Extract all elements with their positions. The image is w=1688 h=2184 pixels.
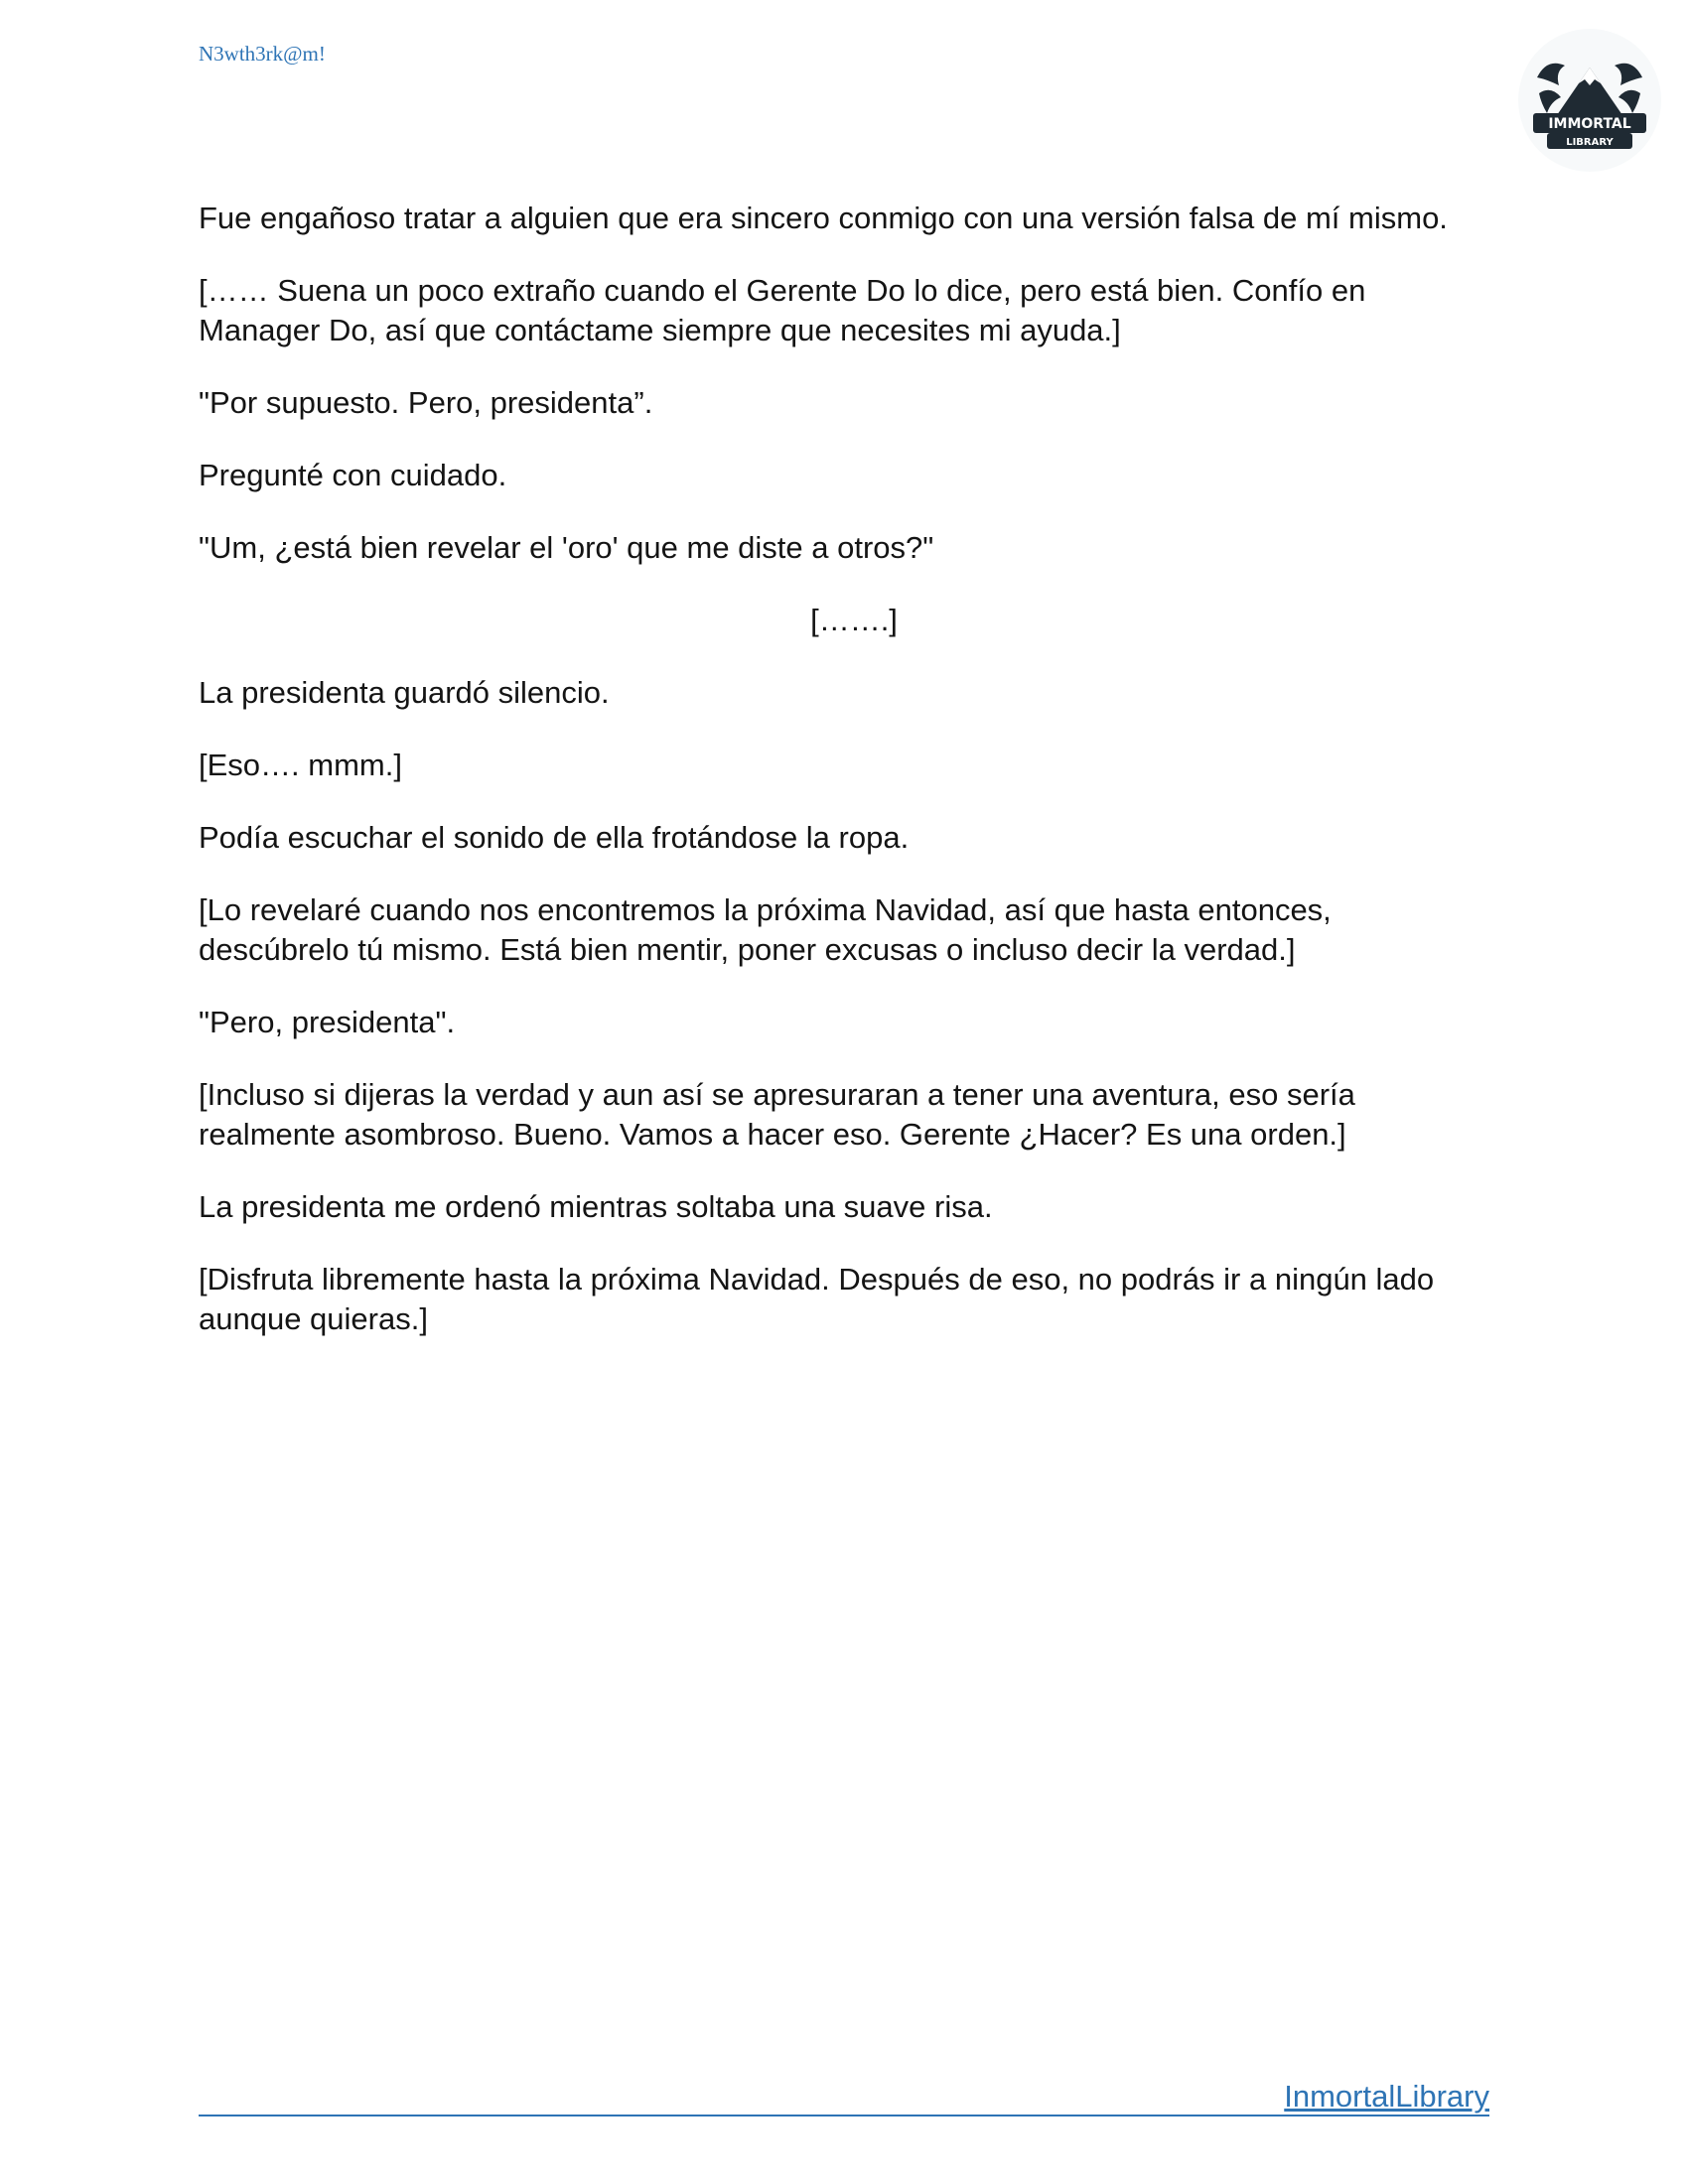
paragraph: La presidenta me ordenó mientras soltaba una suave risa.: [199, 1189, 993, 1224]
paragraph: […… Suena un poco extraño cuando el Gerente Do lo dice, pero está bien. Confío en Manager Do, así que contáctame siempre que necesites mi ayuda.]: [199, 273, 1366, 347]
paragraph: "Por supuesto. Pero, presidenta”.: [199, 385, 653, 420]
header-tag: N3wth3rk@m!: [199, 42, 326, 66]
document-body: [199, 199, 1489, 1372]
footer-divider: [199, 2115, 1489, 2116]
paragraph: Fue engañoso tratar a alguien que era sincero conmigo con una versión falsa de mí mismo.: [199, 201, 1448, 235]
paragraph: [Disfruta libremente hasta la próxima Navidad. Después de eso, no podrás ir a ningún lado aunque quieras.]: [199, 1262, 1435, 1336]
paragraph: [Lo revelaré cuando nos encontremos la próxima Navidad, así que hasta entonces, descúbrelo tú mismo. Está bien mentir, poner excusas o incluso decir la verdad.]: [199, 892, 1332, 967]
logo-text-bottom: LIBRARY: [1566, 137, 1614, 148]
paragraph-centered: […….]: [810, 603, 898, 637]
paragraph: "Um, ¿está bien revelar el 'oro' que me diste a otros?": [199, 530, 934, 565]
logo-graphic: [1517, 28, 1662, 173]
paragraph: Podía escuchar el sonido de ella frotándose la ropa.: [199, 820, 910, 855]
paragraph: [Eso…. mmm.]: [199, 748, 402, 782]
paragraph: Pregunté con cuidado.: [199, 458, 507, 492]
immortal-library-logo: [1517, 28, 1662, 173]
footer-link[interactable]: InmortalLibrary: [1284, 2079, 1489, 2114]
paragraph: La presidenta guardó silencio.: [199, 675, 610, 710]
paragraph: [Incluso si dijeras la verdad y aun así se apresuraran a tener una aventura, eso sería realmente asombroso. Bueno. Vamos a hacer eso. Gerente ¿Hacer? Es una orden.]: [199, 1077, 1355, 1152]
paragraph: "Pero, presidenta".: [199, 1005, 456, 1039]
logo-text-top: IMMORTAL: [1548, 116, 1631, 132]
